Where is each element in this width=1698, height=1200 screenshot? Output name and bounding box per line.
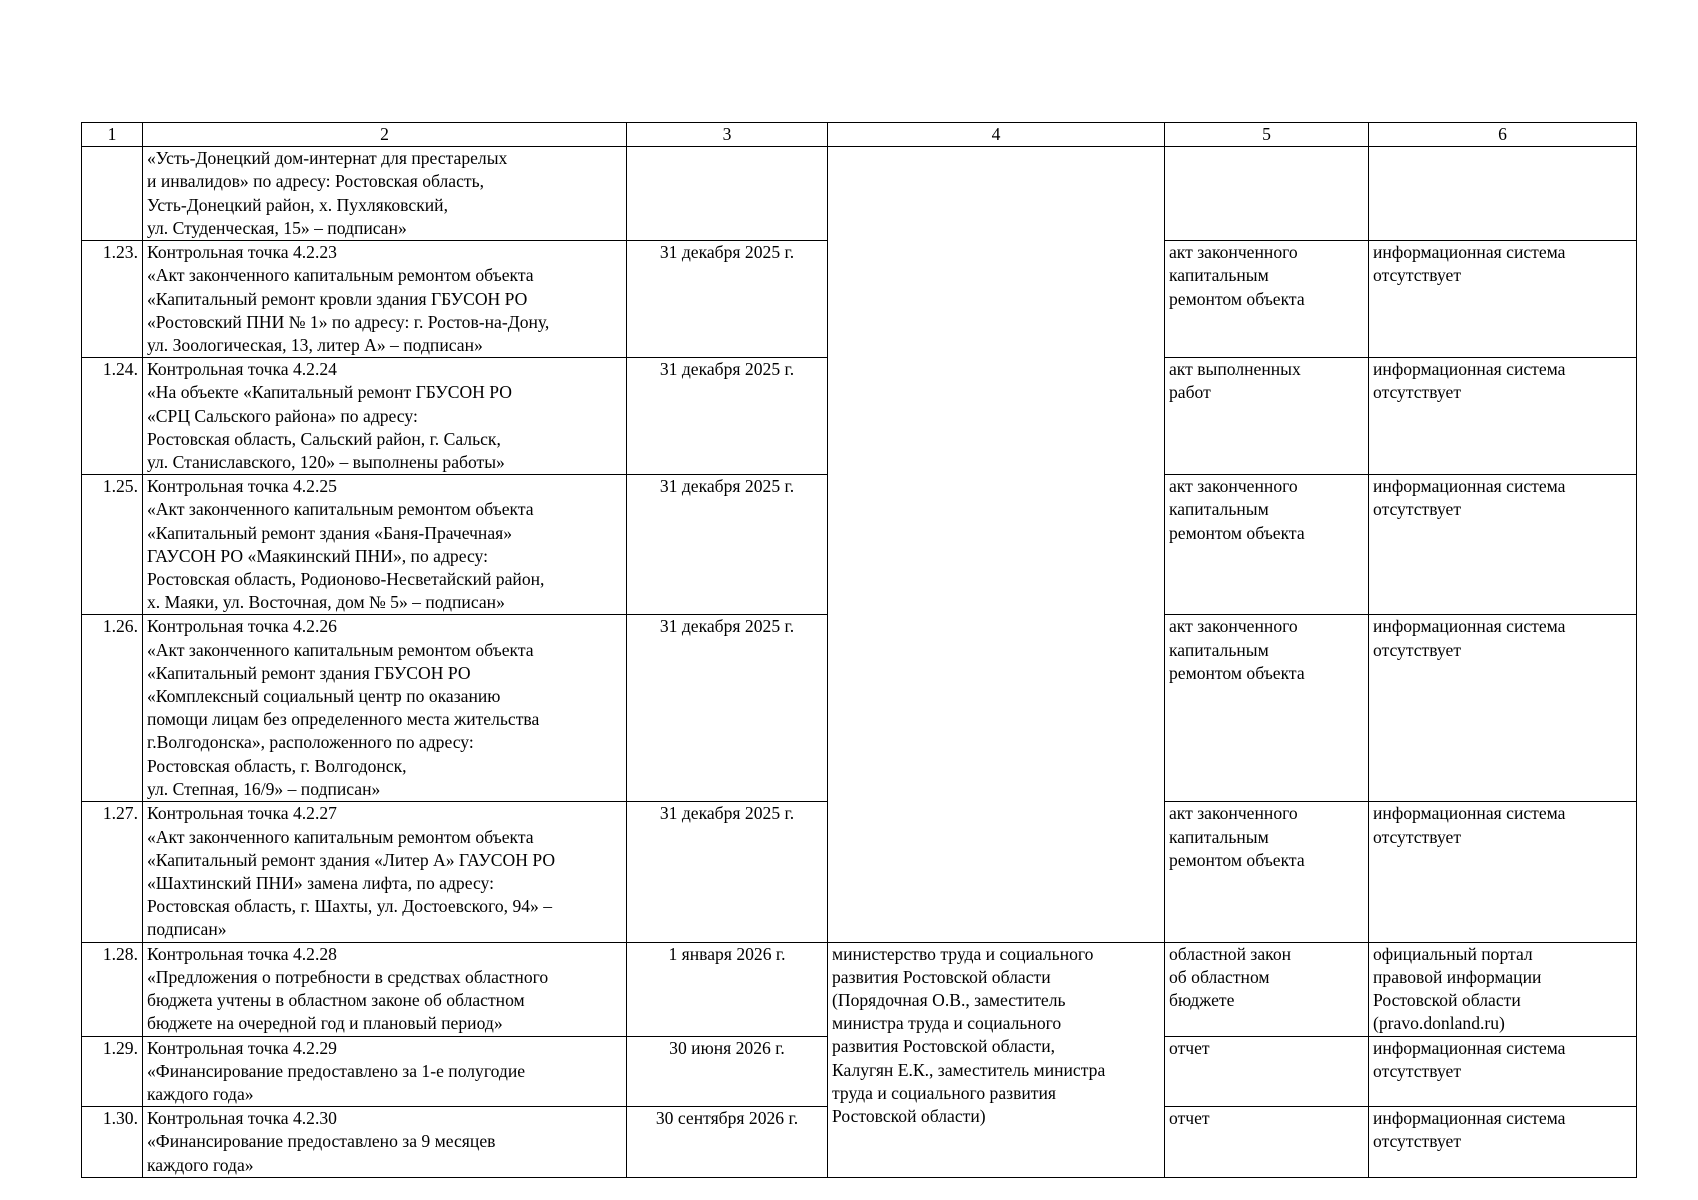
row-number-cell: 1.25. — [82, 475, 143, 615]
due-date-cell: 31 декабря 2025 г. — [627, 802, 828, 942]
info-source-cell-line: правовой информации — [1373, 966, 1542, 987]
document-type-cell — [1165, 942, 1369, 1036]
info-source-cell — [1369, 1036, 1637, 1107]
control-point-cell-line: Ростовская область, Сальский район, г. Сальск, — [147, 428, 501, 449]
control-point-cell-line: каждого года» — [147, 1154, 254, 1175]
header-cell-5: 5 — [1165, 123, 1369, 147]
header-cell-2: 2 — [143, 123, 627, 147]
control-point-cell-line: подписан» — [147, 919, 227, 940]
info-source-cell — [1369, 241, 1637, 358]
control-point-cell-line: каждого года» — [147, 1084, 254, 1105]
control-point-cell-line: «Акт законченного капитальным ремонтом объекта — [147, 639, 534, 660]
document-type-cell — [1165, 802, 1369, 942]
control-point-cell-line: бюджета учтены в областном законе об областном — [147, 990, 525, 1011]
row-number-cell: 1.26. — [82, 615, 143, 802]
document-type-cell — [1165, 615, 1369, 802]
document-type-cell-line: акт законченного — [1169, 616, 1298, 637]
info-source-cell-line: отсутствует — [1373, 826, 1462, 847]
info-source-cell-line: отсутствует — [1373, 1131, 1462, 1152]
info-source-cell-line: отсутствует — [1373, 499, 1462, 520]
control-point-cell-line: «Финансирование предоставлено за 9 месяцев — [147, 1131, 496, 1152]
due-date-cell: 31 декабря 2025 г. — [627, 475, 828, 615]
responsible-cell-line: Калугян Е.К., заместитель министра — [832, 1059, 1106, 1080]
control-point-cell-line: Контрольная точка 4.2.26 — [147, 616, 337, 637]
document-type-cell-line: ремонтом объекта — [1169, 662, 1305, 683]
control-point-cell-line: Контрольная точка 4.2.30 — [147, 1108, 337, 1129]
responsible-cell-line: Ростовской области) — [832, 1106, 986, 1127]
info-source-cell-line: отсутствует — [1373, 265, 1462, 286]
document-type-cell-line: капитальным — [1169, 265, 1269, 286]
info-source-cell-line: информационная система — [1373, 1037, 1566, 1058]
document-type-cell-line: ремонтом объекта — [1169, 288, 1305, 309]
control-point-cell — [143, 1107, 627, 1178]
control-point-cell-line: «Акт законченного капитальным ремонтом объекта — [147, 826, 534, 847]
due-date-cell: 31 декабря 2025 г. — [627, 241, 828, 358]
responsible-cell-line: министра труда и социального — [832, 1013, 1062, 1034]
document-type-cell-line: отчет — [1169, 1037, 1210, 1058]
info-source-cell-line: информационная система — [1373, 803, 1566, 824]
info-source-cell-line: отсутствует — [1373, 1060, 1462, 1081]
header-row — [82, 123, 1637, 147]
control-point-cell-line: Контрольная точка 4.2.24 — [147, 359, 337, 380]
document-type-cell-line: акт выполненных — [1169, 359, 1301, 380]
control-point-cell-line: «Акт законченного капитальным ремонтом объекта — [147, 499, 534, 520]
info-source-cell-line: информационная система — [1373, 1108, 1566, 1129]
document-type-cell-line: капитальным — [1169, 826, 1269, 847]
control-point-cell-line: «Финансирование предоставлено за 1-е полугодие — [147, 1060, 526, 1081]
info-source-cell-line: (pravo.donland.ru) — [1373, 1013, 1505, 1034]
control-point-cell-line: Ростовская область, г. Шахты, ул. Достоевского, 94» – — [147, 896, 553, 917]
info-source-cell — [1369, 147, 1637, 241]
table-body — [82, 123, 1637, 1178]
control-point-cell-line: х. Маяки, ул. Восточная, дом № 5» – подписан» — [147, 592, 505, 613]
due-date-cell — [627, 147, 828, 241]
info-source-cell-line: информационная система — [1373, 359, 1566, 380]
control-point-cell-line: Контрольная точка 4.2.27 — [147, 803, 337, 824]
row-number-cell — [82, 147, 143, 241]
control-point-cell-line: ул. Степная, 16/9» – подписан» — [147, 778, 381, 799]
info-source-cell — [1369, 942, 1637, 1036]
document-type-cell — [1165, 1036, 1369, 1107]
control-point-cell-line: Контрольная точка 4.2.25 — [147, 476, 337, 497]
row-number-cell: 1.29. — [82, 1036, 143, 1107]
control-point-cell-line: г.Волгодонска», расположенного по адресу: — [147, 732, 474, 753]
document-type-cell-line: ремонтом объекта — [1169, 849, 1305, 870]
row-number-cell: 1.23. — [82, 241, 143, 358]
control-point-cell-line: «Комплексный социальный центр по оказанию — [147, 686, 501, 707]
table-row — [82, 147, 1637, 241]
control-point-cell — [143, 942, 627, 1036]
responsible-cell-line: развития Ростовской области — [832, 966, 1051, 987]
control-point-cell-line: «Капитальный ремонт здания «Литер А» ГАУСОН РО — [147, 849, 556, 870]
control-point-cell-line: «Предложения о потребности в средствах областного — [147, 966, 549, 987]
control-point-cell-line: «Капитальный ремонт кровли здания ГБУСОН РО — [147, 288, 528, 309]
info-source-cell-line: Ростовской области — [1373, 990, 1521, 1011]
row-number-cell: 1.24. — [82, 358, 143, 475]
table-row — [82, 942, 1637, 1036]
control-point-cell-line: «На объекте «Капитальный ремонт ГБУСОН РО — [147, 382, 512, 403]
document-type-cell-line: об областном — [1169, 966, 1270, 987]
control-point-cell-line: помощи лицам без определенного места жительства — [147, 709, 540, 730]
control-point-cell-line: и инвалидов» по адресу: Ростовская область, — [147, 171, 485, 192]
document-type-cell-line: ремонтом объекта — [1169, 522, 1305, 543]
row-number-cell: 1.30. — [82, 1107, 143, 1178]
control-point-cell — [143, 1036, 627, 1107]
control-point-cell-line: «Капитальный ремонт здания ГБУСОН РО — [147, 662, 471, 683]
document-type-cell — [1165, 1107, 1369, 1178]
due-date-cell: 31 декабря 2025 г. — [627, 358, 828, 475]
due-date-cell: 30 июня 2026 г. — [627, 1036, 828, 1107]
control-point-cell-line: Контрольная точка 4.2.29 — [147, 1037, 337, 1058]
control-points-table — [81, 122, 1637, 1178]
info-source-cell-line: информационная система — [1373, 476, 1566, 497]
due-date-cell: 31 декабря 2025 г. — [627, 615, 828, 802]
info-source-cell — [1369, 802, 1637, 942]
info-source-cell-line: информационная система — [1373, 616, 1566, 637]
control-point-cell-line: «Капитальный ремонт здания «Баня-Прачечная» — [147, 522, 513, 543]
info-source-cell — [1369, 475, 1637, 615]
responsible-cell-line: (Порядочная О.В., заместитель — [832, 990, 1066, 1011]
control-point-cell-line: «Усть-Донецкий дом-интернат для престарелых — [147, 148, 508, 169]
row-number-cell: 1.28. — [82, 942, 143, 1036]
info-source-cell-line: отсутствует — [1373, 382, 1462, 403]
control-point-cell — [143, 475, 627, 615]
document-type-cell-line: областной закон — [1169, 943, 1292, 964]
info-source-cell — [1369, 615, 1637, 802]
responsible-cell-empty — [828, 147, 1165, 942]
document-type-cell — [1165, 241, 1369, 358]
control-point-cell — [143, 358, 627, 475]
document-type-cell — [1165, 147, 1369, 241]
control-point-cell — [143, 241, 627, 358]
control-point-cell — [143, 147, 627, 241]
control-point-cell — [143, 615, 627, 802]
control-point-cell-line: Контрольная точка 4.2.28 — [147, 943, 337, 964]
document-type-cell — [1165, 358, 1369, 475]
header-cell-3: 3 — [627, 123, 828, 147]
control-point-cell-line: «Акт законченного капитальным ремонтом объекта — [147, 265, 534, 286]
document-type-cell-line: акт законченного — [1169, 242, 1298, 263]
responsible-cell-line: министерство труда и социального — [832, 943, 1094, 964]
control-point-cell-line: бюджете на очередной год и плановый период» — [147, 1013, 503, 1034]
control-point-cell — [143, 802, 627, 942]
due-date-cell: 30 сентября 2026 г. — [627, 1107, 828, 1178]
info-source-cell-line: официальный портал — [1373, 943, 1533, 964]
control-point-cell-line: ул. Станиславского, 120» – выполнены работы» — [147, 452, 505, 473]
row-number-cell: 1.27. — [82, 802, 143, 942]
document-type-cell-line: капитальным — [1169, 639, 1269, 660]
document-type-cell-line: капитальным — [1169, 499, 1269, 520]
control-point-cell-line: Контрольная точка 4.2.23 — [147, 242, 337, 263]
responsible-cell — [828, 942, 1165, 1177]
control-point-cell-line: Ростовская область, г. Волгодонск, — [147, 755, 407, 776]
document-type-cell-line: акт законченного — [1169, 803, 1298, 824]
document-type-cell-line: работ — [1169, 382, 1211, 403]
document-type-cell-line: акт законченного — [1169, 476, 1298, 497]
control-point-cell-line: «СРЦ Сальского района» по адресу: — [147, 405, 418, 426]
info-source-cell-line: отсутствует — [1373, 639, 1462, 660]
document-type-cell-line: бюджете — [1169, 990, 1235, 1011]
control-point-cell-line: Ростовская область, Родионово-Несветайский район, — [147, 569, 545, 590]
header-cell-4: 4 — [828, 123, 1165, 147]
header-cell-6: 6 — [1369, 123, 1637, 147]
info-source-cell-line: информационная система — [1373, 242, 1566, 263]
responsible-cell-line: труда и социального развития — [832, 1082, 1056, 1103]
due-date-cell: 1 января 2026 г. — [627, 942, 828, 1036]
info-source-cell — [1369, 358, 1637, 475]
control-point-cell-line: «Шахтинский ПНИ» замена лифта, по адресу: — [147, 873, 495, 894]
control-point-cell-line: ГАУСОН РО «Маякинский ПНИ», по адресу: — [147, 545, 488, 566]
control-point-cell-line: ул. Зоологическая, 13, литер А» – подписан» — [147, 335, 483, 356]
responsible-cell-line: развития Ростовской области, — [832, 1036, 1056, 1057]
document-type-cell — [1165, 475, 1369, 615]
control-point-cell-line: «Ростовский ПНИ № 1» по адресу: г. Ростов-на-Дону, — [147, 311, 550, 332]
header-cell-1: 1 — [82, 123, 143, 147]
control-point-cell-line: Усть-Донецкий район, х. Пухляковский, — [147, 194, 448, 215]
info-source-cell — [1369, 1107, 1637, 1178]
document-type-cell-line: отчет — [1169, 1108, 1210, 1129]
control-point-cell-line: ул. Студенческая, 15» – подписан» — [147, 217, 407, 238]
